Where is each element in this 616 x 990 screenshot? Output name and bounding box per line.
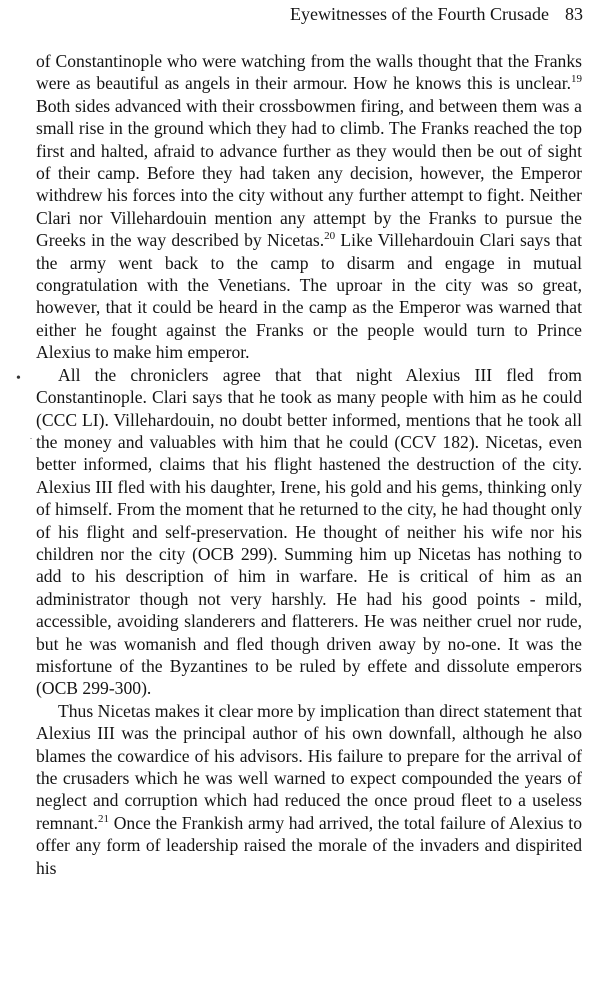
footnote-ref: 20 [324, 230, 336, 243]
margin-dot-mark: • [16, 371, 21, 386]
paragraph-text: Once the Frankish army had arrived, the total failure of Alexius to offer any form of leadership raised the morale of the invaders and dispirited his [36, 812, 582, 878]
footnote-ref: 19 [571, 73, 582, 86]
paragraph-text: Like Villehardouin Clari says that the army went back to the camp to disarm and engage in mutual congratulation with the Venetians. The uproar in the city was so great, however, that it could be heard in the camp as the Emperor was warned that either he fought against the Franks or the people would turn to Prince Alexius to make him emperor. [36, 230, 582, 363]
page-number: 83 [565, 4, 583, 24]
running-header [0, 2, 583, 26]
paragraph-text: All the chroniclers agree that that night Alexius III fled from Constantinople. Clari says that he took as many people with him as he could (CCC LI). Villehardouin, no doubt better informed, mentions that he took all the money and valuables with him that he could (CCV 182). Nicetas, even better informed, claims that his flight hastened the destruction of the city. Alexius III fled with his daughter, Irene, his gold and his gems, thinking only of himself. From the moment that he returned to the city, he had thought only of his flight and self-preservation. He thought of neither his wife nor his children nor the city (OCB 299). Summing him up Nicetas has nothing to add to his description of him in warfare. He is critical of him as an administrator though not very harshly. He had his good points - mild, accessible, avoiding slanderers and flatterers. He was neither cruel nor rude, but he was womanish and fled though driven away by no-one. It was the misfortune of the Byzantines to be ruled by effete and dissolute emperors (OCB 299-300). [36, 364, 582, 699]
paragraph [36, 50, 582, 364]
paragraph [36, 700, 582, 879]
paragraph-text: of Constantinople who were watching from the walls thought that the Franks were as beautiful as angels in their armour. How he knows this is unclear. [36, 51, 582, 94]
footnote-ref: 21 [98, 812, 110, 825]
paragraph-text: Thus Nicetas makes it clear more by implication than direct statement that Alexius III was the principal author of his own downfall, although he also blames the cowardice of his advisors. His failure to prepare for the arrival of the crusaders which he was well warned to expect compounded the years of neglect and corruption which had reduced the once proud fleet to a useless remnant. [36, 700, 582, 833]
margin-dot-mark: . [30, 432, 32, 441]
paragraph-text: Both sides advanced with their crossbowmen firing, and between them was a small rise in the ground which they had to climb. The Franks reached the top first and halted, afraid to advance further as they would then be out of sight of their camp. Before they had taken any decision, however, the Emperor withdrew his forces into the city without any further attempt to fight. Neither Clari nor Villehardouin mention any attempt by the Franks to pursue the Greeks in the way described by Nicetas. [36, 95, 582, 251]
paragraph [36, 364, 582, 700]
body-text [36, 50, 582, 879]
running-title: Eyewitnesses of the Fourth Crusade [290, 4, 549, 24]
